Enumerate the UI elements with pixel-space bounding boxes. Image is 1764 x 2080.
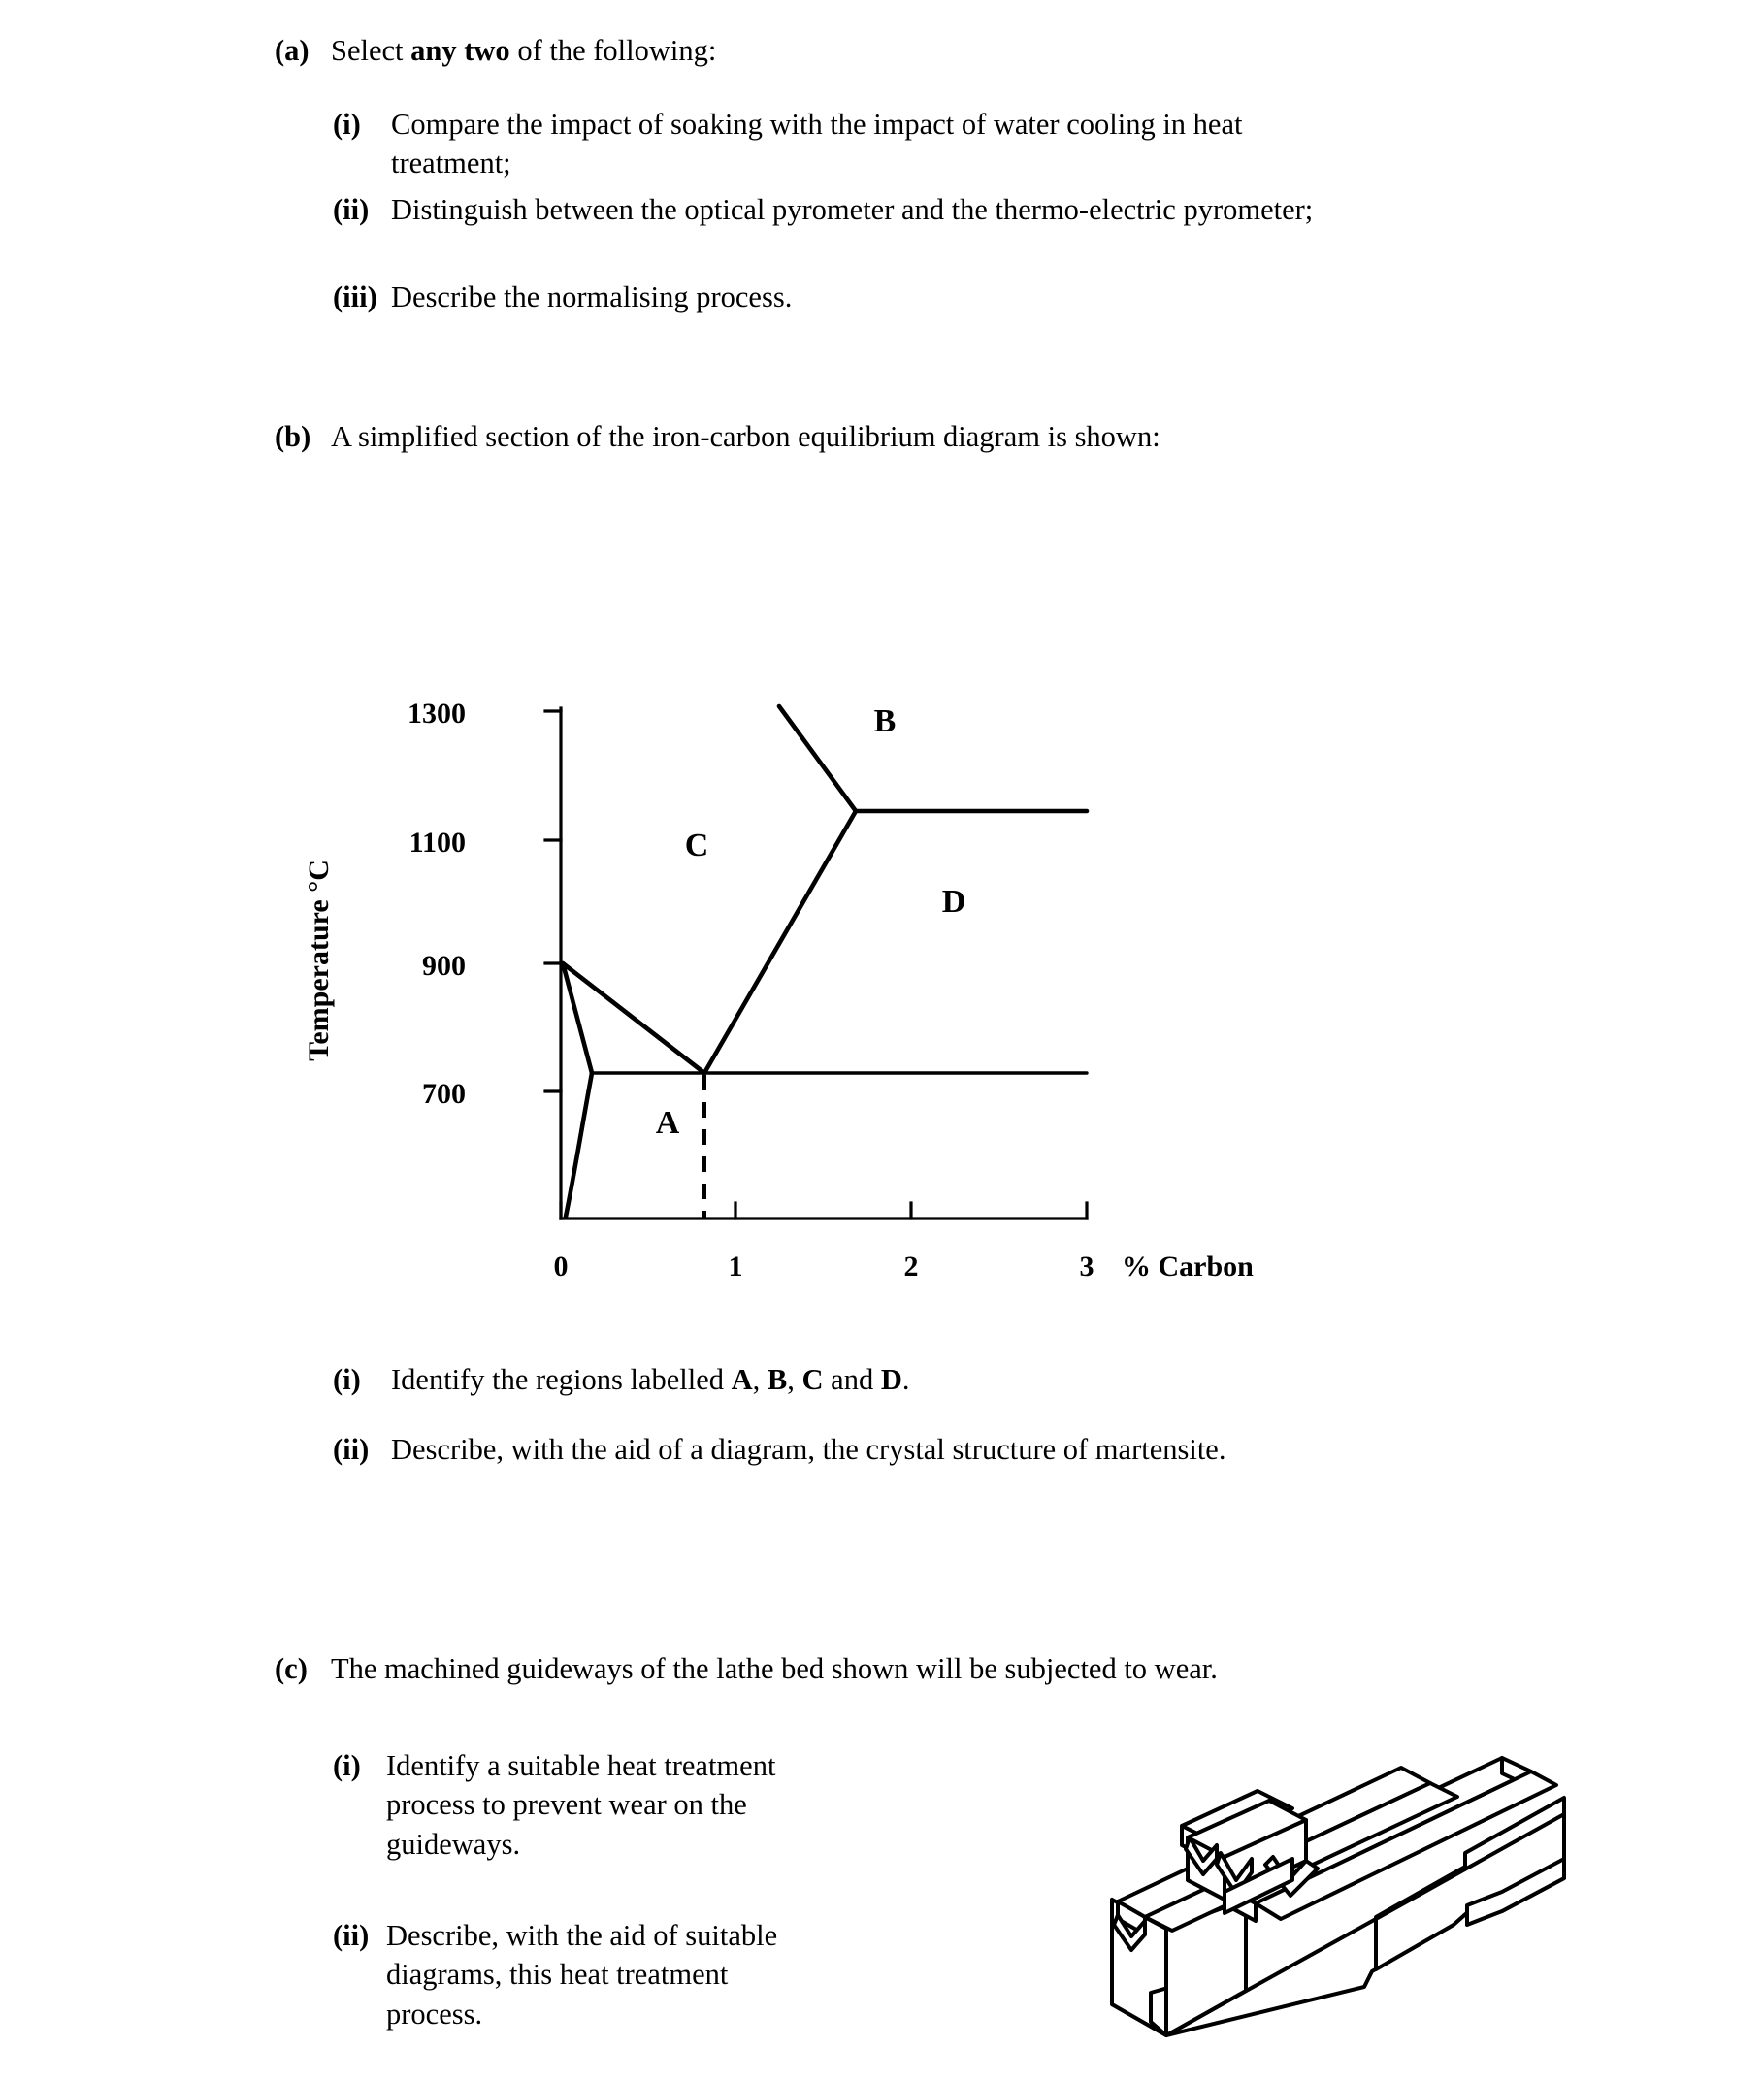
question-b-item-i-text-p0: Identify the regions labelled (391, 1363, 732, 1396)
region-label-B: B (873, 703, 897, 739)
question-a-text-bold: any two (410, 34, 510, 67)
question-b-item-i-text-p8: . (901, 1363, 910, 1396)
question-a-item-iii (333, 277, 1361, 316)
y-tick-label-900: 900 (422, 950, 466, 982)
question-a-text-pre: Select (331, 34, 411, 67)
iron-carbon-phase-diagram (291, 669, 1378, 1283)
question-b-item-ii (333, 1430, 1284, 1469)
question-a-item-ii-marker: (ii) (333, 193, 370, 226)
question-b-item-i-text-p4: , (787, 1363, 802, 1396)
question-c-item-i (333, 1746, 789, 1864)
y-tick-label-700: 700 (422, 1078, 466, 1110)
question-a-item-i (333, 105, 1361, 183)
question-b-item-i-label-d: D (880, 1363, 902, 1396)
question-c-item-i-text: Identify a suitable heat treatment process to prevent wear on the guideways. (386, 1749, 776, 1861)
question-a-item-iii-text: Describe the normalising process. (391, 280, 793, 313)
question-b-item-i-label-c: C (801, 1363, 824, 1396)
lathe-bed-illustration (1085, 1744, 1638, 2074)
x-tick-label-2: 2 (903, 1251, 919, 1283)
question-a-item-iii-marker: (iii) (333, 280, 377, 313)
question-b-item-i-label-a: A (731, 1363, 753, 1396)
question-b-item-ii-text: Describe, with the aid of a diagram, the crystal structure of martensite. (391, 1433, 1226, 1466)
question-b-item-i-text-p2: , (752, 1363, 768, 1396)
question-b-item-i-text (391, 1360, 1361, 1399)
question-b-item-ii-marker: (ii) (333, 1433, 370, 1466)
region-label-A: A (655, 1105, 680, 1141)
liquidus-left-branch (779, 706, 856, 811)
question-c-item-i-marker: (i) (333, 1749, 361, 1782)
x-tick-label-1: 1 (728, 1251, 743, 1283)
question-a-item-i-text: Compare the impact of soaking with the impact of water cooling in heat treatment; (391, 108, 1243, 180)
question-c-item-ii-marker: (ii) (333, 1919, 370, 1952)
region-label-C: C (684, 828, 709, 863)
question-b-item-i (333, 1360, 1361, 1399)
x-tick-label-3: 3 (1079, 1251, 1094, 1283)
question-a-item-ii (333, 190, 1381, 229)
question-b (275, 417, 1400, 456)
a3-upper-critical-line (563, 963, 704, 1073)
question-a-marker: (a) (275, 34, 310, 67)
question-a-text-post: of the following: (509, 34, 717, 67)
question-a (275, 31, 1361, 70)
question-b-text: A simplified section of the iron-carbon equilibrium diagram is shown: (331, 420, 1160, 453)
region-label-D: D (941, 884, 966, 920)
question-c-item-ii (333, 1916, 818, 2033)
acm-boundary-line (704, 811, 856, 1073)
y-tick-label-1300: 1300 (408, 698, 466, 730)
ferrite-solvus-lower (566, 1073, 592, 1217)
question-a-item-i-marker: (i) (333, 108, 361, 141)
y-tick-label-1100: 1100 (408, 827, 466, 859)
x-axis-label: % Carbon (1122, 1251, 1254, 1283)
question-c-item-ii-text: Describe, with the aid of suitable diagrams, this heat treatment process. (386, 1919, 778, 2031)
question-b-marker: (b) (275, 420, 311, 453)
question-b-item-i-label-b: B (767, 1363, 788, 1396)
y-axis-label: Temperature °C (303, 860, 335, 1061)
x-tick-label-0: 0 (553, 1251, 569, 1283)
question-c (275, 1649, 1439, 1688)
question-c-text: The machined guideways of the lathe bed shown will be subjected to wear. (331, 1652, 1218, 1685)
question-a-item-ii-text: Distinguish between the optical pyrometer and the thermo-electric pyrometer; (391, 193, 1314, 226)
question-a-text (331, 31, 1361, 70)
question-c-marker: (c) (275, 1652, 308, 1685)
question-b-item-i-text-p6: and (823, 1363, 881, 1396)
question-b-item-i-marker: (i) (333, 1363, 361, 1396)
